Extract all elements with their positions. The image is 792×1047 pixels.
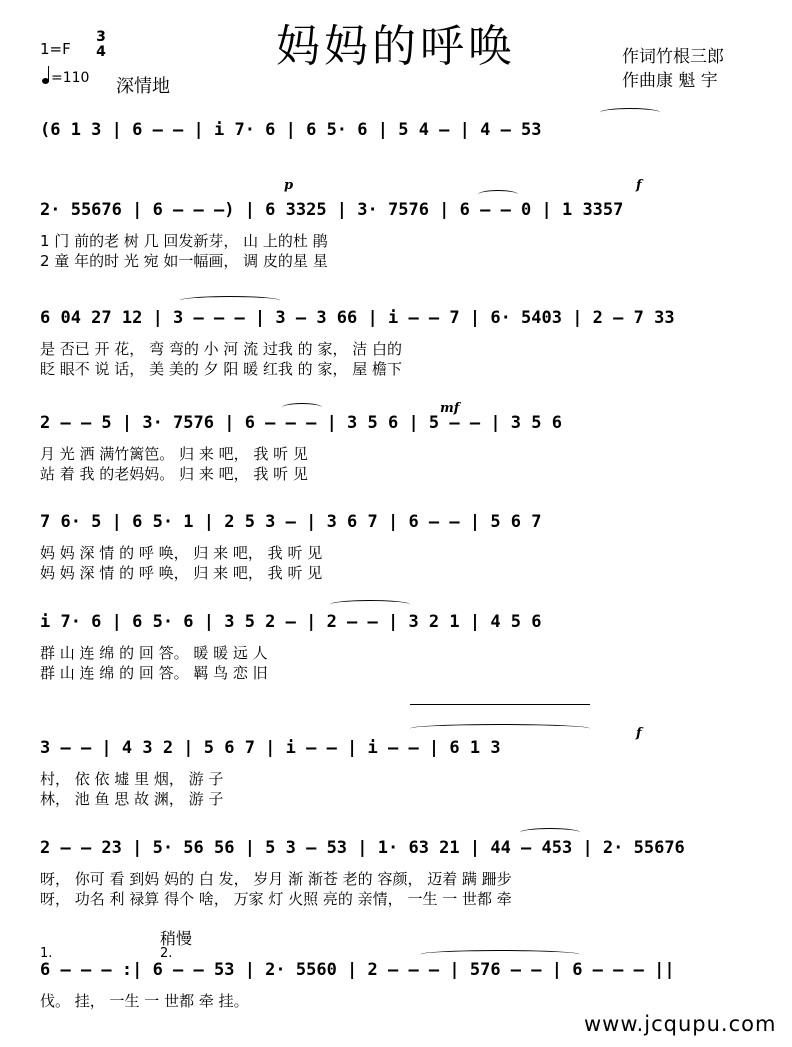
lyric-verse-1: 群 山 连 绵 的 回 答。 暖 暖 远 人 [40,644,268,662]
watermark: www.jcqupu.com [584,1012,777,1036]
notation-line: (6 1 3 | 6 — — | i 7· 6 | 6 5· 6 | 5 4 — | 4 — 53 [40,120,542,140]
slower-mark: 稍慢 [160,929,193,948]
volta-1: 1. [40,946,53,961]
crescendo-line [410,704,590,705]
notation-line: 2 — — 23 | 5· 56 56 | 5 3 — 53 | 1· 63 21 | 44 — 453 | 2· 55676 [40,838,685,858]
lyric-verse-2: 眨 眼不 说 话， 美 美的 夕 阳 暖 红我 的 家， 屋 檐下 [40,360,402,378]
dynamic-mark: f [636,178,642,193]
volta-2: 2. [160,946,173,961]
notation-line: 2 — — 5 | 3· 7576 | 6 — — — | 3 5 6 | 5 — — | 3 5 6 [40,413,562,433]
slur [282,403,322,412]
notation-line: 3 — — | 4 3 2 | 5 6 7 | i — — | i — — | 6 1 3 [40,738,501,758]
slur [330,600,410,609]
lyric-verse-1: 妈 妈 深 情 的 呼 唤， 归 来 吧， 我 听 见 [40,544,323,562]
dynamic-mark: f [636,726,642,741]
lyric-verse-2: 站 着 我 的老妈妈。 归 来 吧， 我 听 见 [40,465,308,483]
lyric-verse-2: 呀， 功名 利 禄算 得个 啥， 万家 灯 火照 亮的 亲情， 一生 一 世都 牵 [40,890,512,908]
dynamic-mark: p [284,178,294,193]
slur [478,190,518,199]
lyric-verse-1: 月 光 洒 满竹篱笆。 归 来 吧， 我 听 见 [40,445,308,463]
notation-line: 6 — — — :| 6 — — 53 | 2· 5560 | 2 — — — | 576 — — | 6 — — — || [40,960,675,980]
slur [520,828,580,837]
composer-credit: 作曲康 魁 宇 [622,71,718,91]
lyric-verse-1: 1 门 前的老 树 几 回发新芽， 山 上的杜 鹃 [40,232,328,250]
slur [410,724,590,733]
time-top: 3 [96,29,106,45]
slur [600,108,660,117]
lyric-verse-1: 是 否已 开 花， 弯 弯的 小 河 流 过我 的 家， 洁 白的 [40,340,402,358]
time-signature [92,30,110,60]
notation-line: 7 6· 5 | 6 5· 1 | 2 5 3 — | 3 6 7 | 6 — — | 5 6 7 [40,512,542,532]
lyric-line: 伐。 挂， 一生 一 世都 牵 挂。 [40,992,249,1010]
time-bottom: 4 [96,44,106,60]
song-title: 妈妈的呼唤 [276,21,516,72]
notation-line: i 7· 6 | 6 5· 6 | 3 5 2 — | 2 — — | 3 2 1 | 4 5 6 [40,612,542,632]
lyric-verse-2: 群 山 连 绵 的 回 答。 羁 鸟 恋 旧 [40,664,268,682]
slur [180,296,280,305]
lyric-verse-1: 呀， 你可 看 到妈 妈的 白 发， 岁月 渐 渐苍 老的 容颜， 迈着 蹒 跚步 [40,870,512,888]
tempo-value: =110 [51,70,90,86]
slur [420,950,580,959]
lyric-verse-2: 2 童 年的时 光 宛 如一幅画， 调 皮的星 星 [40,252,328,270]
notation-line: 2· 55676 | 6 — — —) | 6 3325 | 3· 7576 | 6 — — 0 | 1 3357 [40,200,624,220]
lyricist-credit: 作词竹根三郎 [622,47,724,67]
quarter-note-icon [42,78,49,84]
key-signature: 1=F [40,40,71,58]
expression-mark: 深情地 [116,76,170,97]
lyric-verse-1: 村， 依 依 墟 里 烟， 游 子 [40,770,224,788]
lyric-verse-2: 林， 池 鱼 思 故 渊， 游 子 [40,790,224,808]
tempo-mark [42,70,89,86]
lyric-verse-2: 妈 妈 深 情 的 呼 唤， 归 来 吧， 我 听 见 [40,564,323,582]
notation-line: 6 04 27 12 | 3 — — — | 3 — 3 66 | i — — 7 | 6· 5403 | 2 — 7 33 [40,308,675,328]
dynamic-mark: mf [440,401,460,416]
